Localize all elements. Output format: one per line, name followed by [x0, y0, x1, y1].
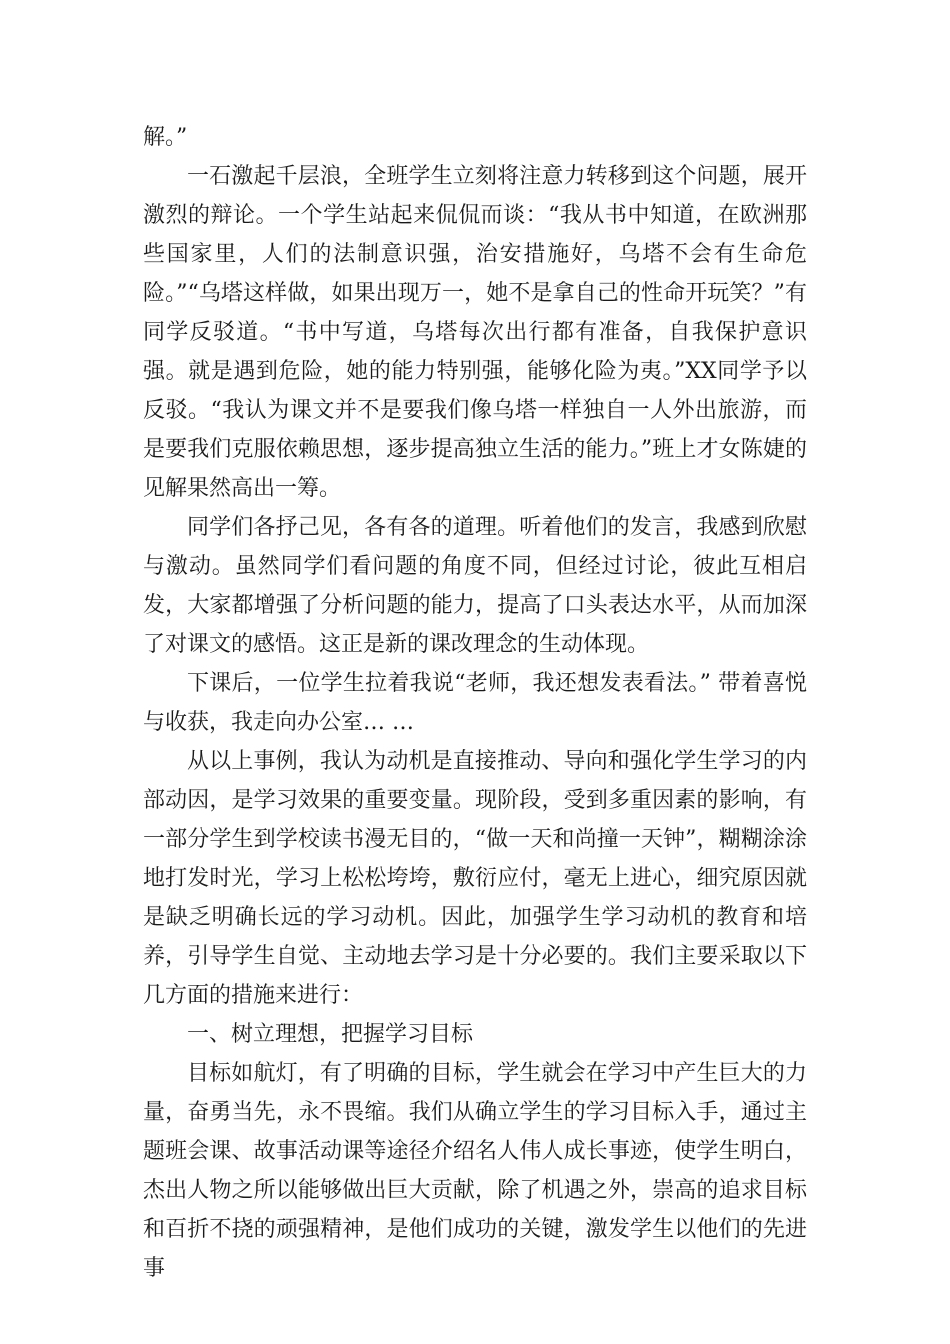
paragraph-goals: 目标如航灯，有了明确的目标，学生就会在学习中产生巨大的力量，奋勇当先，永不畏缩。我们从确立学生的学习目标入手，通过主题班会课、故事活动课等途径介绍名人伟人成长事迹，使学生明白，杰出人物之所以能够做出巨大贡献，除了机遇之外，崇高的追求目标和百折不挠的顽强精神，是他们成功的关键，激发学生以他们的先进事: [143, 1061, 807, 1281]
paragraph-after-class: 下课后，一位学生拉着我说“老师，我还想发表看法。” 带着喜悦与收获，我走向办公室… …: [143, 671, 807, 735]
section-heading: 一、树立理想，把握学习目标: [187, 1022, 474, 1047]
paragraph-reflection: 同学们各抒己见，各有各的道理。听着他们的发言，我感到欣慰与激动。虽然同学们看问题的角度不同，但经过讨论，彼此互相启发，大家都增强了分析问题的能力，提高了口头表达水平，从而加深了对课文的感悟。这正是新的课改理念的生动体现。: [143, 515, 807, 657]
document-body: [143, 118, 807, 1288]
paragraph-continuation: 解。”: [143, 125, 188, 150]
paragraph-motivation: 从以上事例，我认为动机是直接推动、导向和强化学生学习的内部动因，是学习效果的重要变量。现阶段，受到多重因素的影响，有一部分学生到学校读书漫无目的，“做一天和尚撞一天钟”，糊糊涂涂地打发时光，学习上松松垮垮，敷衍应付，毫无上进心，细究原因就是缺乏明确长远的学习动机。因此，加强学生学习动机的教育和培养，引导学生自觉、主动地去学习是十分必要的。我们主要采取以下几方面的措施来进行：: [143, 749, 807, 1008]
paragraph-debate: 一石激起千层浪，全班学生立刻将注意力转移到这个问题，展开激烈的辩论。一个学生站起来侃侃而谈：“我从书中知道，在欧洲那些国家里，人们的法制意识强，治安措施好，乌塔不会有生命危险。”“乌塔这样做，如果出现万一，她不是拿自己的性命开玩笑？”有同学反驳道。“书中写道，乌塔每次出行都有准备，自我保护意识强。就是遇到危险，她的能力特别强，能够化险为夷。”XX同学予以反驳。“我认为课文并不是要我们像乌塔一样独自一人外出旅游，而是要我们克服依赖思想，逐步提高独立生活的能力。”班上才女陈婕的见解果然高出一筹。: [143, 164, 807, 501]
